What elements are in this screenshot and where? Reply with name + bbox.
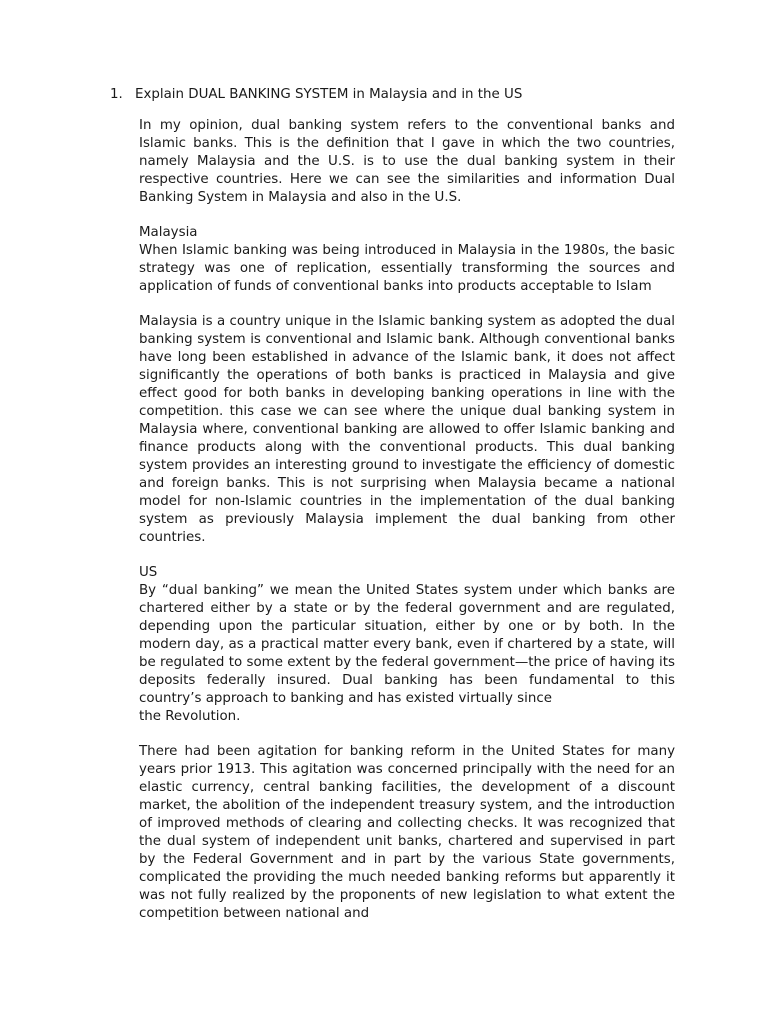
malaysia-paragraph-2: Malaysia is a country unique in the Islamic banking system as adopted the dual banking system is conventional and Islamic bank. Although conventional banks have long been established in advance of the Islamic bank, it does not affect significantly the operations of both banks is practiced in Malaysia and give effect good for both banks in developing banking operations in line with the competition. this case we can see where the unique dual banking system in Malaysia where, conventional banking are allowed to offer Islamic banking and finance products along with the conventional products. This dual banking system provides an interesting ground to investigate the efficiency of domestic and foreign banks. This is not surprising when Malaysia became a national model for non-Islamic countries in the implementation of the dual banking system as previously Malaysia implement the dual banking from other countries. (139, 314, 675, 545)
malaysia-label: Malaysia (139, 225, 198, 240)
intro-paragraph: In my opinion, dual banking system refers to the conventional banks and Islamic banks. This is the definition that I gave in which the two countries, namely Malaysia and the U.S. is to use the dual banking system in their respective countries. Here we can see the similarities and information Dual Banking System in Malaysia and also in the U.S. (139, 118, 675, 205)
malaysia-paragraph-1: When Islamic banking was being introduced in Malaysia in the 1980s, the basic strategy was one of replication, essentially transforming the sources and application of funds of conventional banks into products acceptable to Islam (139, 243, 675, 294)
answer-body (139, 117, 675, 940)
us-paragraph-1-end: the Revolution. (139, 709, 241, 724)
question-number: 1. (110, 87, 123, 102)
us-paragraph-2: There had been agitation for banking reform in the United States for many years prior 1913. This agitation was concerned principally with the need for an elastic currency, central banking facilities, the development of a discount market, the abolition of the independent treasury system, and the introduction of improved methods of clearing and collecting checks. It was recognized that the dual system of independent unit banks, chartered and supervised in part by the Federal Government and in part by the various State governments, complicated the providing the much needed banking reforms but apparently it was not fully realized by the proponents of new legislation to what extent the competition between national and (139, 744, 675, 921)
us-paragraph-1: By “dual banking” we mean the United States system under which banks are chartered either by a state or by the federal government and are regulated, depending upon the particular situation, either by one or by both. In the modern day, as a practical matter every bank, even if chartered by a state, will be regulated to some extent by the federal government—the price of having its deposits federally insured. Dual banking has been fundamental to this country’s approach to banking and has existed virtually since (139, 583, 675, 706)
us-label: US (139, 565, 158, 580)
question-text: Explain DUAL BANKING SYSTEM in Malaysia and in the US (135, 87, 523, 102)
question-heading (110, 86, 522, 104)
